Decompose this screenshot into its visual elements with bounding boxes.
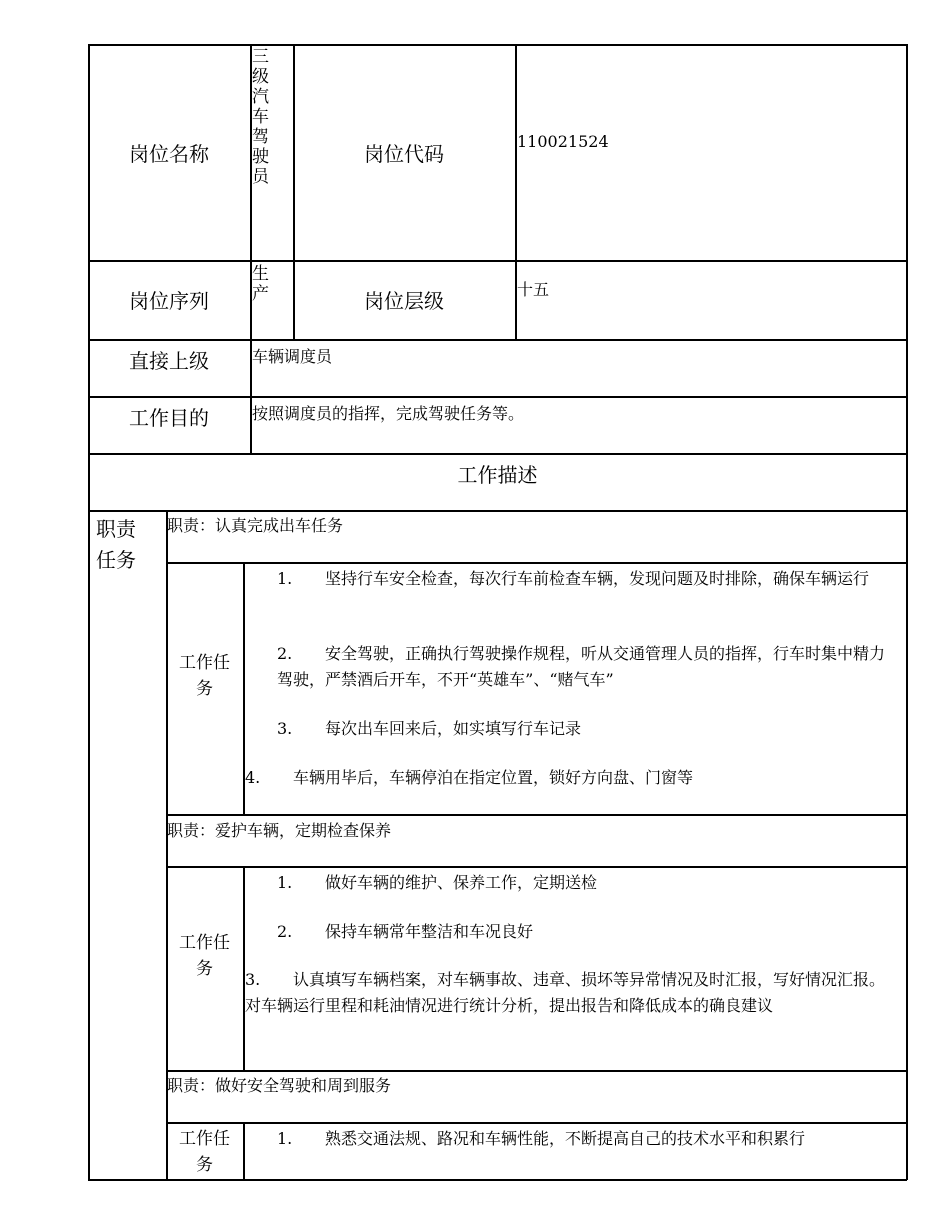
description-title: 工作描述 <box>457 462 538 487</box>
superior-label: 直接上级 <box>129 348 209 373</box>
duty-title: 职责：做好安全驾驶和周到服务 <box>167 1076 392 1095</box>
task-item <box>277 641 892 693</box>
task-item <box>245 765 895 791</box>
task-text: 每次出车回来后，如实填写行车记录 <box>325 719 582 738</box>
duty-title: 职责：爱护车辆，定期检查保养 <box>167 821 392 840</box>
task-label: 工作任务 <box>179 933 230 979</box>
superior-value: 车辆调度员 <box>252 347 333 366</box>
task-number: 1. <box>277 873 293 892</box>
task-item <box>245 967 900 1019</box>
purpose-value: 按照调度员的指挥，完成驾驶任务等。 <box>252 404 525 423</box>
task-item <box>277 870 892 896</box>
task-text: 做好车辆的维护、保养工作，定期送检 <box>325 873 598 892</box>
task-number: 3. <box>245 970 261 989</box>
duty-title: 职责：认真完成出车任务 <box>167 516 344 535</box>
post-level-value: 十五 <box>517 280 550 299</box>
task-label: 工作任务 <box>179 653 230 699</box>
task-number: 4. <box>245 768 261 787</box>
task-item <box>277 919 892 945</box>
task-item <box>277 1126 892 1152</box>
task-item <box>277 716 892 742</box>
task-text: 安全驾驶，正确执行驾驶操作规程，听从交通管理人员的指挥，行车时集中精力驾驶，严禁酒后开车，不开“英雄车”、“赌气车” <box>277 644 886 689</box>
task-text: 认真填写车辆档案，对车辆事故、违章、损坏等异常情况及时汇报，写好情况汇报。对车辆运行里程和耗油情况进行统计分析，提出报告和降低成本的确良建议 <box>245 970 886 1015</box>
post-name-value: 三级汽车驾驶员 <box>252 47 269 187</box>
task-item <box>277 566 892 592</box>
post-series-value: 生产 <box>252 264 269 304</box>
task-text: 保持车辆常年整洁和车况良好 <box>325 922 534 941</box>
task-text: 车辆用毕后，车辆停泊在指定位置，锁好方向盘、门窗等 <box>293 768 694 787</box>
task-number: 2. <box>277 644 293 663</box>
task-text: 熟悉交通法规、路况和车辆性能，不断提高自己的技术水平和积累行 <box>325 1129 806 1148</box>
task-number: 2. <box>277 922 293 941</box>
post-name-label: 岗位名称 <box>129 141 209 166</box>
duty-column-label: 职责任务 <box>96 517 136 572</box>
task-label: 工作任务 <box>179 1129 230 1175</box>
task-number: 3. <box>277 719 293 738</box>
post-code-label: 岗位代码 <box>364 141 444 166</box>
task-number: 1. <box>277 1129 293 1148</box>
purpose-label: 工作目的 <box>129 405 209 430</box>
post-code-value: 110021524 <box>517 132 609 151</box>
task-number: 1. <box>277 569 293 588</box>
post-level-label: 岗位层级 <box>364 289 444 313</box>
post-series-label: 岗位序列 <box>129 289 209 313</box>
task-text: 坚持行车安全检查，每次行车前检查车辆，发现问题及时排除，确保车辆运行 <box>325 569 870 588</box>
